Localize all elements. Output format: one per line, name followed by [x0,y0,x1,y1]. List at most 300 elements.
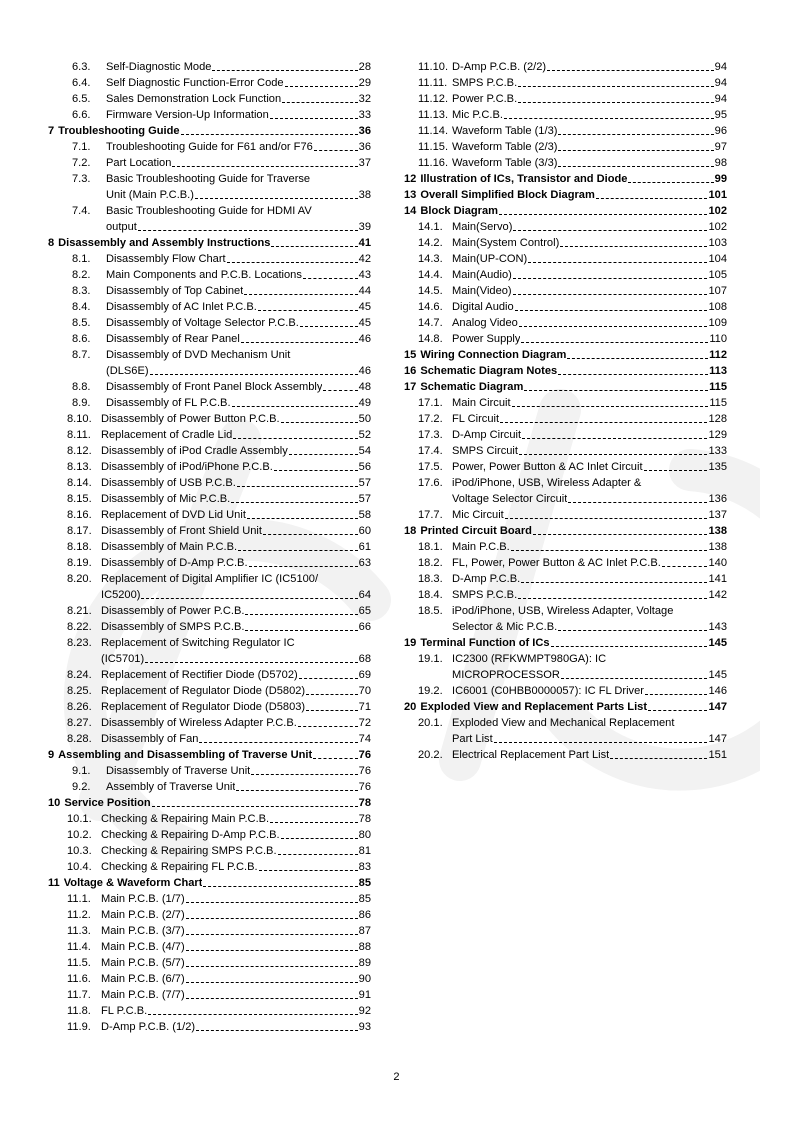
toc-entry-number: 17.3. [418,429,443,441]
toc-entry-title: Assembling and Disassembling of Traverse Unit [58,749,313,761]
toc-entry[interactable] [404,331,727,347]
toc-entry[interactable] [48,955,371,971]
toc-entry[interactable] [404,715,727,747]
dotted-leader [274,470,358,471]
toc-entry-page: 141 [708,573,727,585]
toc-entry-title: Wiring Connection Diagram [420,349,567,361]
toc-entry-title: Terminal Function of ICs [420,637,550,649]
toc-entry-title: Disassembly of Traverse Unit [106,765,251,777]
toc-entry[interactable] [48,971,371,987]
toc-entry-number: 17.7. [418,509,443,521]
toc-entry-number: 18.2. [418,557,443,569]
toc-entry-page: 68 [358,653,371,665]
toc-entry-number: 8.10. [67,413,92,425]
toc-entry-number: 20.2. [418,749,443,761]
toc-entry-page: 76 [358,765,371,777]
toc-entry[interactable] [404,315,727,331]
toc-section-heading[interactable] [404,347,727,363]
toc-entry[interactable] [404,219,727,235]
toc-entry-page: 145 [708,669,727,681]
toc-entry-page: 37 [358,157,371,169]
toc-entry-page: 33 [358,109,371,121]
toc-entry-page: 36 [358,141,371,153]
toc-entry-number: 14.7. [418,317,443,329]
dotted-leader [238,550,358,551]
toc-entry-title-continued: output [106,221,137,233]
toc-entry-title-continued: MICROPROCESSOR [452,669,560,681]
toc-entry[interactable] [48,443,371,459]
toc-entry-page: 88 [358,941,371,953]
toc-entry-number: 6.3. [72,61,91,73]
dotted-leader [278,854,358,855]
toc-entry[interactable] [48,523,371,539]
toc-entry-title: Firmware Version-Up Information [106,109,269,121]
dotted-leader [521,582,707,583]
toc-entry-page: 74 [358,733,371,745]
toc-entry[interactable] [48,667,371,683]
toc-entry-number: 8.24. [67,669,92,681]
toc-entry[interactable] [48,827,371,843]
toc-entry-title: Voltage & Waveform Chart [63,877,203,889]
toc-entry[interactable] [48,731,371,747]
dotted-leader [300,326,358,327]
toc-entry-number: 6.5. [72,93,91,105]
toc-entry[interactable] [48,299,371,315]
toc-entry-title-continued: (DLS6E) [106,365,149,377]
toc-entry-title: Disassembly of DVD Mechanism Unit [106,349,291,361]
toc-entry[interactable] [48,763,371,779]
toc-entry[interactable] [48,59,371,75]
toc-entry-page: 70 [358,685,371,697]
toc-entry-title: Main(Audio) [452,269,512,281]
toc-entry[interactable] [48,203,371,235]
toc-entry-title: Disassembly of D-Amp P.C.B. [101,557,248,569]
toc-entry-number: 8.16. [67,509,92,521]
toc-entry-page: 46 [358,365,371,377]
toc-entry-page: 89 [358,957,371,969]
toc-entry[interactable] [404,683,727,699]
toc-entry-title: Main P.C.B. (7/7) [101,989,185,1001]
toc-entry-title: Basic Troubleshooting Guide for HDMI AV [106,205,312,217]
toc-entry-number: 11.7. [67,989,91,1001]
toc-entry-page: 76 [358,781,371,793]
toc-entry[interactable] [48,475,371,491]
dotted-leader [186,966,358,967]
toc-entry-title: SMPS P.C.B. [452,589,518,601]
toc-entry-page: 66 [358,621,371,633]
toc-entry[interactable] [48,75,371,91]
toc-entry[interactable] [404,507,727,523]
toc-section-heading[interactable] [48,747,371,763]
toc-entry-page: 65 [358,605,371,617]
toc-entry-title: Sales Demonstration Lock Function [106,93,282,105]
toc-entry-number: 8.14. [67,477,92,489]
toc-entry-title: FL Circuit [452,413,500,425]
toc-entry-page: 36 [358,125,371,137]
toc-entry-number: 10.1. [67,813,92,825]
toc-section-heading[interactable] [404,171,727,187]
dotted-leader [547,70,714,71]
toc-entry[interactable] [48,139,371,155]
toc-entry-number: 14.3. [418,253,443,265]
toc-entry-number: 14.8. [418,333,443,345]
toc-entry-title: Disassembly and Assembly Instructions [58,237,271,249]
toc-entry[interactable] [48,1019,371,1035]
toc-entry-title: FL, Power, Power Button & AC Inlet P.C.B. [452,557,661,569]
toc-entry-number: 11.5. [67,957,91,969]
dotted-leader [259,870,358,871]
toc-entry-page: 138 [708,525,727,537]
dotted-leader [518,86,714,87]
toc-section-heading[interactable] [404,363,727,379]
toc-entry-number: 8.3. [72,285,91,297]
toc-entry-title: Printed Circuit Board [420,525,532,537]
dotted-leader [306,694,358,695]
dotted-leader [628,182,713,183]
toc-entry-number: 8.20. [67,573,92,585]
toc-entry-number: 11.2. [67,909,91,921]
toc-entry[interactable] [404,651,727,683]
dotted-leader [231,502,357,503]
toc-entry[interactable] [48,891,371,907]
toc-entry[interactable] [404,603,727,635]
toc-entry-title: Main P.C.B. (5/7) [101,957,185,969]
toc-entry-number: 8.2. [72,269,91,281]
dotted-leader [314,150,358,151]
dotted-leader [247,518,358,519]
dotted-leader [195,198,358,199]
toc-entry[interactable] [48,267,371,283]
toc-section-heading[interactable] [404,699,727,715]
toc-entry[interactable] [48,331,371,347]
toc-entry-page: 29 [358,77,371,89]
dotted-leader [313,758,357,759]
dotted-leader [519,454,708,455]
toc-entry[interactable] [404,459,727,475]
dotted-leader [196,1030,358,1031]
toc-entry-number: 11.10. [418,61,449,73]
toc-entry-title-continued: Part List [452,733,493,745]
toc-entry-title: Disassembly of Top Cabinet [106,285,244,297]
dotted-leader [513,278,708,279]
toc-entry[interactable] [404,411,727,427]
toc-entry-title: Disassembly of iPod/iPhone P.C.B. [101,461,273,473]
toc-entry-title: Replacement of Rectifier Diode (D5702) [101,669,298,681]
toc-entry-page: 94 [714,61,727,73]
dotted-leader [513,230,707,231]
toc-entry-number: 8.8. [72,381,91,393]
dotted-leader [186,982,358,983]
dotted-leader [245,614,357,615]
toc-entry-page: 76 [358,749,371,761]
toc-entry-number: 8.12. [67,445,92,457]
toc-entry-number: 11.4. [67,941,91,953]
toc-entry-title: Schematic Diagram Notes [420,365,558,377]
toc-entry-title: Disassembly of Fan [101,733,199,745]
toc-entry-page: 147 [708,701,727,713]
toc-entry[interactable] [404,107,727,123]
dotted-leader [227,262,358,263]
toc-entry[interactable] [404,139,727,155]
dotted-leader [203,886,357,887]
toc-entry[interactable] [48,411,371,427]
toc-entry-title: IC6001 (C0HBB0000057): IC FL Driver [452,685,644,697]
toc-entry[interactable] [404,235,727,251]
toc-entry-page: 104 [708,253,727,265]
dotted-leader [271,246,357,247]
toc-entry[interactable] [48,811,371,827]
toc-section-heading[interactable] [404,523,727,539]
toc-entry[interactable] [48,379,371,395]
toc-entry[interactable] [48,939,371,955]
toc-entry[interactable] [404,587,727,603]
dotted-leader [560,246,707,247]
toc-entry[interactable] [48,427,371,443]
toc-entry-number: 11.12. [418,93,449,105]
toc-entry-page: 45 [358,301,371,313]
toc-entry[interactable] [404,91,727,107]
dotted-leader [249,566,358,567]
toc-entry-page: 115 [709,397,727,409]
toc-entry-title-continued: Unit (Main P.C.B.) [106,189,194,201]
dotted-leader [245,630,357,631]
toc-entry[interactable] [404,59,727,75]
toc-entry-number: 18 [404,525,417,537]
toc-entry[interactable] [404,299,727,315]
toc-entry-page: 108 [708,301,727,313]
dotted-leader [186,934,358,935]
toc-entry-title: Main P.C.B. (4/7) [101,941,185,953]
toc-entry-title: Waveform Table (3/3) [452,157,558,169]
toc-entry[interactable] [404,427,727,443]
toc-entry-page: 56 [358,461,371,473]
toc-entry-title: Power Supply [452,333,521,345]
toc-entry-page: 50 [358,413,371,425]
toc-section-heading[interactable] [48,123,371,139]
toc-entry-page: 96 [714,125,727,137]
toc-entry[interactable] [48,491,371,507]
toc-section-heading[interactable] [404,379,727,395]
toc-entry-title: Overall Simplified Block Diagram [420,189,595,201]
toc-entry[interactable] [404,475,727,507]
toc-entry-number: 8.7. [72,349,91,361]
toc-entry-page: 39 [358,221,371,233]
dotted-leader [648,710,707,711]
toc-entry[interactable] [48,1003,371,1019]
toc-entry-title: Exploded View and Replacement Parts List [420,701,648,713]
toc-entry[interactable] [48,907,371,923]
toc-entry-page: 38 [358,189,371,201]
dotted-leader [524,390,708,391]
toc-entry-page: 101 [708,189,727,201]
toc-entry-number: 19.2. [418,685,443,697]
toc-entry[interactable] [48,987,371,1003]
toc-entry[interactable] [48,459,371,475]
toc-section-heading[interactable] [404,203,727,219]
toc-entry-number: 8.11. [67,429,91,441]
toc-entry-page: 64 [358,589,371,601]
toc-entry[interactable] [48,91,371,107]
toc-entry-number: 20.1. [418,717,443,729]
toc-entry-title: Checking & Repairing D-Amp P.C.B. [101,829,280,841]
toc-entry-number: 8.13. [67,461,92,473]
toc-entry[interactable] [48,171,371,203]
toc-entry-number: 16 [404,365,417,377]
toc-section-heading[interactable] [48,875,371,891]
toc-section-heading[interactable] [48,795,371,811]
toc-entry-number: 11 [48,877,60,889]
toc-entry[interactable] [48,571,371,603]
toc-entry-page: 94 [714,93,727,105]
toc-entry-title: Troubleshooting Guide for F61 and/or F76 [106,141,313,153]
toc-section-heading[interactable] [48,235,371,251]
dotted-leader [152,806,358,807]
toc-entry-title: Disassembly of Front Panel Block Assembly [106,381,323,393]
toc-entry-number: 10.2. [67,829,92,841]
toc-entry-page: 138 [708,541,727,553]
toc-entry-number: 8.9. [72,397,91,409]
toc-entry[interactable] [48,715,371,731]
toc-entry[interactable] [404,75,727,91]
dotted-leader [141,598,357,599]
toc-entry-page: 91 [358,989,371,1001]
toc-entry-page: 129 [708,429,727,441]
toc-entry-page: 80 [358,829,371,841]
toc-entry-title-continued: Voltage Selector Circuit [452,493,568,505]
toc-entry-number: 19.1. [418,653,443,665]
toc-entry-page: 45 [358,317,371,329]
toc-entry[interactable] [48,347,371,379]
toc-entry[interactable] [48,923,371,939]
toc-entry[interactable] [404,155,727,171]
dotted-leader [303,278,358,279]
toc-entry-page: 46 [358,333,371,345]
toc-entry-page: 135 [708,461,727,473]
dotted-leader [181,134,358,135]
dotted-leader [299,678,358,679]
toc-entry[interactable] [404,747,727,763]
dotted-leader [645,694,708,695]
toc-entry[interactable] [404,123,727,139]
toc-section-heading[interactable] [404,187,727,203]
toc-entry-page: 69 [358,669,371,681]
toc-entry[interactable] [404,571,727,587]
dotted-leader [533,534,708,535]
toc-entry-page: 147 [708,733,727,745]
toc-entry-number: 17 [404,381,417,393]
toc-entry-page: 78 [358,813,371,825]
dotted-leader [528,262,707,263]
dotted-leader [518,102,714,103]
toc-entry-page: 83 [358,861,371,873]
toc-left-column [48,59,371,1035]
toc-entry[interactable] [404,283,727,299]
dotted-leader [138,230,358,231]
toc-entry[interactable] [48,859,371,875]
toc-section-heading[interactable] [404,635,727,651]
toc-entry[interactable] [404,267,727,283]
toc-entry-title: Main Components and P.C.B. Locations [106,269,302,281]
toc-entry-title: Main(Servo) [452,221,513,233]
dotted-leader [237,486,358,487]
toc-entry[interactable] [48,683,371,699]
toc-entry-number: 8.28. [67,733,92,745]
toc-entry-page: 58 [358,509,371,521]
toc-entry-page: 143 [708,621,727,633]
toc-entry[interactable] [48,155,371,171]
toc-entry-number: 7.4. [72,205,91,217]
toc-entry-number: 6.6. [72,109,91,121]
dotted-leader [521,342,708,343]
toc-entry-number: 18.5. [418,605,443,617]
toc-entry[interactable] [48,283,371,299]
toc-entry-page: 63 [358,557,371,569]
toc-entry-page: 97 [714,141,727,153]
toc-entry-page: 57 [358,493,371,505]
toc-entry-page: 140 [708,557,727,569]
toc-entry[interactable] [48,555,371,571]
toc-entry-number: 8.18. [67,541,92,553]
toc-entry-page: 145 [708,637,727,649]
toc-entry-page: 60 [358,525,371,537]
toc-entry-page: 44 [358,285,371,297]
toc-entry-page: 28 [358,61,371,73]
toc-entry-page: 93 [358,1021,371,1033]
dotted-leader [232,406,358,407]
toc-entry[interactable] [48,843,371,859]
toc-entry[interactable] [48,107,371,123]
toc-entry[interactable] [48,635,371,667]
dotted-leader [558,134,713,135]
dotted-leader [568,502,707,503]
dotted-leader [186,918,358,919]
toc-entry[interactable] [48,779,371,795]
toc-entry[interactable] [404,251,727,267]
toc-entry[interactable] [404,443,727,459]
toc-entry-number: 11.3. [67,925,91,937]
toc-entry[interactable] [404,395,727,411]
toc-entry[interactable] [48,507,371,523]
toc-entry[interactable] [48,539,371,555]
toc-entry-number: 11.8. [67,1005,91,1017]
toc-entry-number: 18.3. [418,573,443,585]
toc-entry[interactable] [404,539,727,555]
toc-entry-title-continued: (IC5701) [101,653,145,665]
toc-entry-title: Schematic Diagram [420,381,524,393]
toc-entry-title: D-Amp P.C.B. (1/2) [101,1021,196,1033]
toc-entry[interactable] [48,619,371,635]
toc-entry-number: 10 [48,797,61,809]
dotted-leader [610,758,707,759]
toc-entry[interactable] [48,603,371,619]
toc-entry-number: 14.5. [418,285,443,297]
toc-entry[interactable] [48,395,371,411]
toc-entry[interactable] [48,699,371,715]
toc-entry-number: 17.1. [418,397,443,409]
toc-entry-page: 115 [709,381,727,393]
toc-entry[interactable] [48,251,371,267]
toc-entry-title: Main P.C.B. (3/7) [101,925,185,937]
toc-entry-number: 12 [404,173,417,185]
toc-entry-page: 48 [358,381,371,393]
toc-entry-page: 61 [358,541,371,553]
toc-entry[interactable] [48,315,371,331]
dotted-leader [263,534,358,535]
toc-entry-title: SMPS P.C.B. [452,77,518,89]
toc-entry[interactable] [404,555,727,571]
dotted-leader [596,198,708,199]
toc-entry-title: D-Amp P.C.B. [452,573,521,585]
